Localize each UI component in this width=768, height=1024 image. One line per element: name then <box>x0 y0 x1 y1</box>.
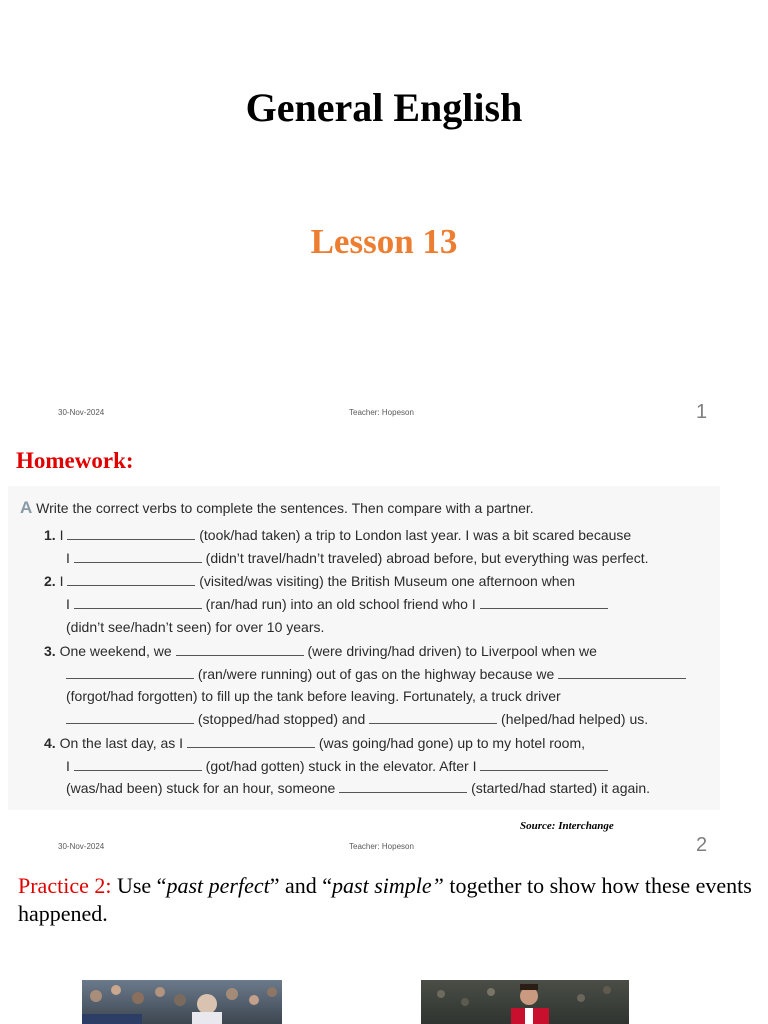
line-text: (was/had been) stuck for an hour, someone <box>66 780 340 796</box>
answer-blank <box>74 596 202 609</box>
exercise-line <box>66 619 324 635</box>
footer-date: 30-Nov-2024 <box>58 408 105 417</box>
exercise-instruction <box>20 498 534 518</box>
answer-blank <box>66 711 194 724</box>
exercise-line <box>66 711 648 727</box>
photo-football-player-graphic <box>421 980 629 1024</box>
answer-blank <box>369 711 497 724</box>
answer-blank <box>74 550 202 563</box>
practice-instruction <box>18 872 758 928</box>
line-text: (got/had gotten) stuck in the elevator. After I <box>205 758 481 774</box>
item-number: 3. <box>44 643 56 659</box>
exercise-line <box>66 596 608 612</box>
practice-text: Use “ <box>111 873 167 898</box>
line-text: (were driving/had driven) to Liverpool when we <box>307 643 597 659</box>
line-text: (was going/had gone) up to my hotel room, <box>318 735 585 751</box>
practice-text: ” and “ <box>269 873 333 898</box>
photo-football-crowd-graphic <box>82 980 282 1024</box>
exercise-line <box>66 550 648 566</box>
line-text: (helped/had helped) us. <box>501 711 649 727</box>
page-number: 2 <box>696 834 708 856</box>
item-number: 4. <box>44 735 56 751</box>
exercise-line <box>44 573 575 589</box>
practice-text: together to show how these events happened. <box>18 873 752 926</box>
page-number: 1 <box>696 401 708 423</box>
photo-football-player <box>421 980 629 1024</box>
item-number: 2. <box>44 573 56 589</box>
line-text: On the last day, as I <box>59 735 187 751</box>
footer-teacher: Teacher: Hopeson <box>349 408 414 417</box>
line-text: (didn’t travel/hadn’t traveled) abroad before, but everything was perfect. <box>205 550 649 566</box>
line-text: I <box>66 758 74 774</box>
term-past-perfect: past perfect <box>166 873 270 898</box>
exercise-line <box>44 527 631 543</box>
exercise-line <box>44 735 585 751</box>
line-text: I <box>66 596 74 612</box>
line-text: (ran/were running) out of gas on the highway because we <box>197 666 559 682</box>
exercise-line <box>44 643 597 659</box>
answer-blank <box>558 666 686 679</box>
answer-blank <box>187 735 315 748</box>
term-past-simple: past simple” <box>332 873 444 898</box>
line-text: One weekend, we <box>59 643 176 659</box>
line-text: I <box>66 550 74 566</box>
exercise-line <box>66 758 608 774</box>
answer-blank <box>480 596 608 609</box>
exercise-line <box>66 666 686 682</box>
answer-blank <box>67 573 195 586</box>
footer-date: 30-Nov-2024 <box>58 842 105 851</box>
slide-title: General English <box>245 85 523 130</box>
line-text: (took/had taken) a trip to London last year. I was a bit scared because <box>199 527 632 543</box>
lesson-subtitle: Lesson 13 <box>310 222 458 261</box>
photo-football-crowd <box>82 980 282 1024</box>
answer-blank <box>66 666 194 679</box>
instruction-text: Write the correct verbs to complete the sentences. Then compare with a partner. <box>36 500 534 516</box>
source-credit: Source: Interchange <box>520 820 614 832</box>
answer-blank <box>74 758 202 771</box>
exercise-line <box>66 780 650 796</box>
exercise-letter: A <box>20 498 33 517</box>
footer-teacher: Teacher: Hopeson <box>349 842 414 851</box>
line-text: (ran/had run) into an old school friend who I <box>205 596 480 612</box>
exercise-image <box>8 486 720 810</box>
item-number: 1. <box>44 527 56 543</box>
line-text: (didn’t see/hadn’t seen) for over 10 years. <box>66 619 325 635</box>
line-text: I <box>59 527 68 543</box>
answer-blank <box>176 643 304 656</box>
exercise-line <box>66 688 561 704</box>
line-text: (forgot/had forgotten) to fill up the tank before leaving. Fortunately, a truck driver <box>66 688 561 704</box>
practice-label: Practice 2: <box>18 873 112 898</box>
line-text: (started/had started) it again. <box>471 780 651 796</box>
line-text: (visited/was visiting) the British Museum one afternoon when <box>199 573 576 589</box>
answer-blank <box>480 758 608 771</box>
answer-blank <box>339 780 467 793</box>
line-text: I <box>59 573 68 589</box>
line-text: (stopped/had stopped) and <box>197 711 370 727</box>
homework-heading: Homework: <box>16 448 134 473</box>
answer-blank <box>67 527 195 540</box>
